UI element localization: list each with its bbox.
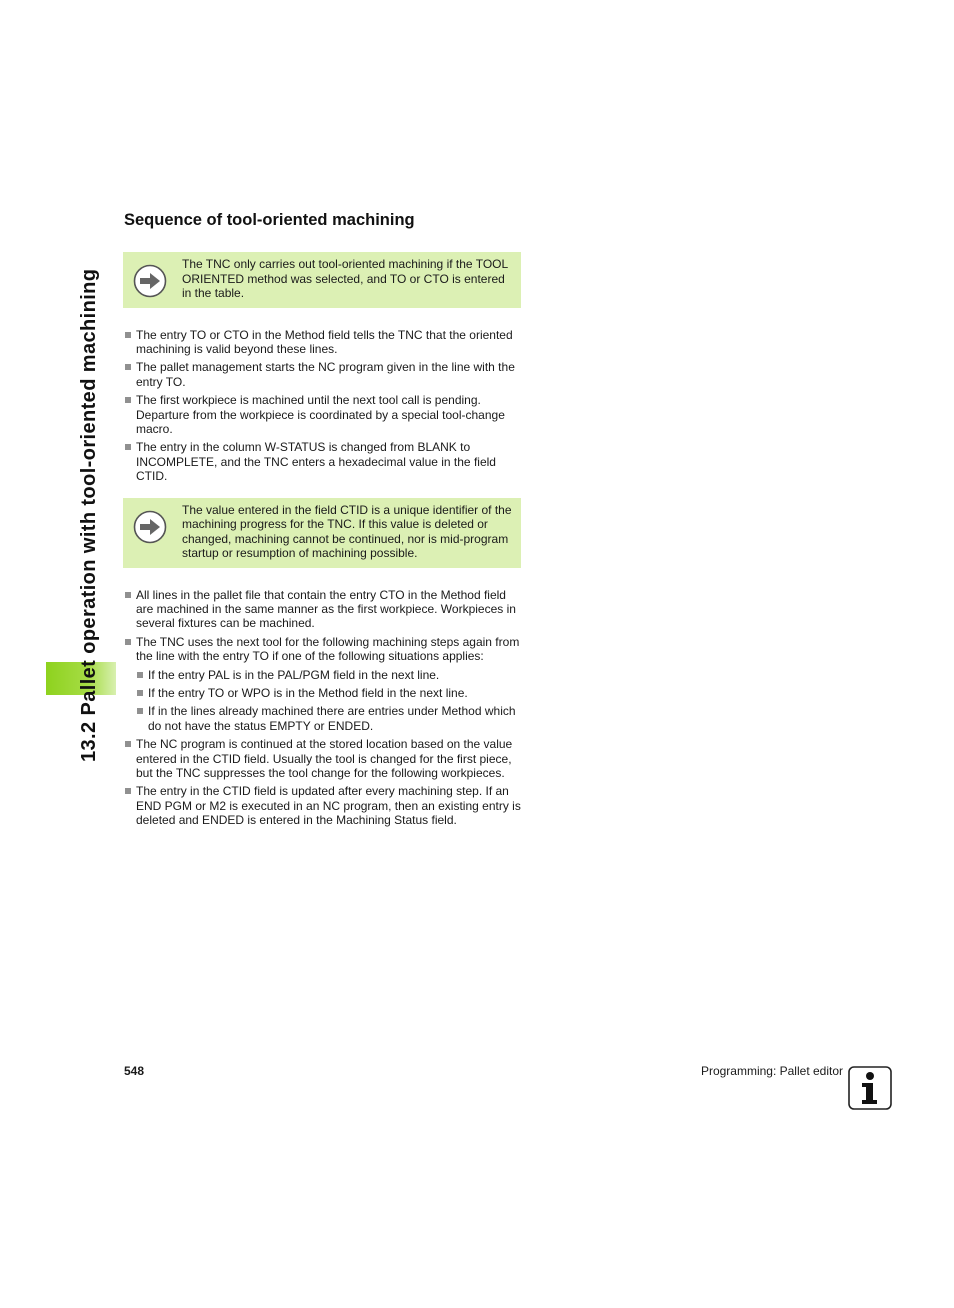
- list-item: The first workpiece is machined until the next tool call is pending. Departure from the workpiece is coordinated by a special tool-change macro.: [124, 393, 524, 436]
- list-item: The entry in the column W-STATUS is changed from BLANK to INCOMPLETE, and the TNC enters a hexadecimal value in the field CTID.: [124, 440, 524, 483]
- arrow-right-icon: [133, 510, 167, 544]
- list-item: All lines in the pallet file that contain the entry CTO in the Method field are machined in the same manner as the first workpiece. Workpieces in several fixtures can be machined.: [124, 588, 524, 631]
- list-item: The NC program is continued at the stored location based on the value entered in the CTID field. Usually the tool is changed for the first piece, but the TNC suppresses the tool change for the following workpieces.: [124, 737, 524, 780]
- list-item: [124, 635, 524, 733]
- sub-list: [136, 668, 524, 734]
- note-box: [123, 498, 521, 568]
- sub-list-item: If the entry PAL is in the PAL/PGM field in the next line.: [136, 668, 524, 682]
- note-text: The TNC only carries out tool-oriented machining if the TOOL ORIENTED method was selected, and TO or CTO is entered in the table.: [182, 257, 508, 300]
- page-number: 548: [124, 1064, 145, 1078]
- sub-list-item: If in the lines already machined there are entries under Method which do not have the status EMPTY or ENDED.: [136, 704, 524, 733]
- bullet-list: [124, 588, 524, 828]
- main-content: [124, 208, 524, 832]
- note-text: The value entered in the field CTID is a unique identifier of the machining progress for the TNC. If this value is deleted or changed, machining cannot be continued, nor is mid-program startup or resumption of machining possible.: [182, 502, 512, 561]
- info-icon: [848, 1066, 892, 1110]
- list-item: The pallet management starts the NC program given in the line with the entry TO.: [124, 360, 524, 389]
- list-item-text: The TNC uses the next tool for the following machining steps again from the line with the entry TO if one of the following situations applies:: [136, 634, 520, 664]
- bullet-list: [124, 328, 524, 484]
- sub-list-item: If the entry TO or WPO is in the Method field in the next line.: [136, 686, 524, 700]
- note-box: [123, 252, 521, 308]
- arrow-right-icon: [133, 264, 167, 298]
- list-item: The entry TO or CTO in the Method field tells the TNC that the oriented machining is valid beyond these lines.: [124, 328, 524, 357]
- chapter-name: Programming: Pallet editor: [700, 1064, 843, 1078]
- section-title: Sequence of tool-oriented machining: [124, 211, 415, 229]
- list-item: The entry in the CTID field is updated after every machining step. If an END PGM or M2 is executed in an NC program, then an existing entry is deleted and ENDED is entered in the Machining Status field.: [124, 784, 524, 827]
- chapter-title: 13.2 Pallet operation with tool-oriented machining: [78, 268, 100, 762]
